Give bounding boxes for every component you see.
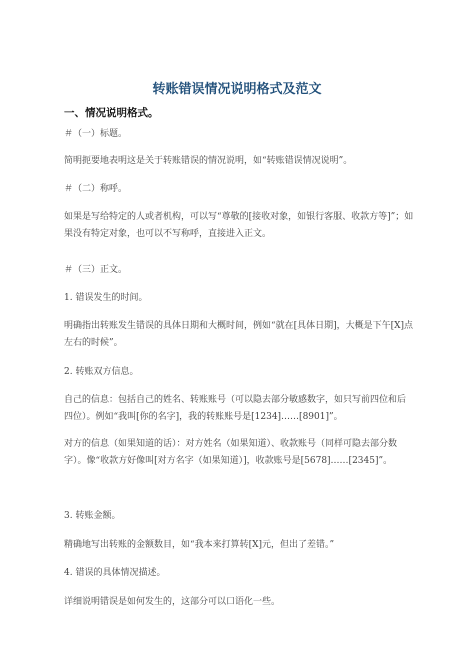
document-title: 转账错误情况说明格式及范文 [152,82,322,97]
subheading-salutation: ＃（二）称呼。 [64,184,128,194]
subheading-body: ＃（三）正文。 [64,265,128,275]
paragraph: 如果是写给特定的人或者机构，可以写“尊敬的[接收对象，如银行客服、收款方等]”；如果没有特定对象，也可以不写称呼，直接进入正文。 [64,212,414,239]
paragraph: 详细说明错误是如何发生的，这部分可以口语化一些。 [64,597,281,607]
list-item: 2. 转账双方信息。 [64,367,139,377]
paragraph: 对方的信息（如果知道的话）：对方姓名（如果知道）、收款账号（同样可隐去部分数字）。像“收款方好像叫[对方名字（如果知道）]，收款账号是[5678]……[2345]”。 [64,439,398,466]
paragraph: 自己的信息：包括自己的姓名、转账账号（可以隐去部分敏感数字，如只写前四位和后四位）。例如“我叫[你的名字]，我的转账账号是[1234]……[8901]”。 [64,395,407,422]
list-item: 4. 错误的具体情况描述。 [64,568,166,578]
paragraph: 明确指出转账发生错误的具体日期和大概时间，例如“就在[具体日期]，大概是下午[X]点左右的时候”。 [64,321,414,348]
paragraph: 精确地写出转账的金额数目，如“我本来打算转[X]元，但出了差错。” [64,540,335,550]
list-item: 1. 错误发生的时间。 [64,293,148,303]
list-item: 3. 转账金额。 [64,511,121,521]
paragraph: 简明扼要地表明这是关于转账错误的情况说明，如“转账错误情况说明”。 [64,156,353,166]
section-heading: 一、情况说明格式。 [64,107,159,119]
subheading-title: ＃（一）标题。 [64,129,128,139]
